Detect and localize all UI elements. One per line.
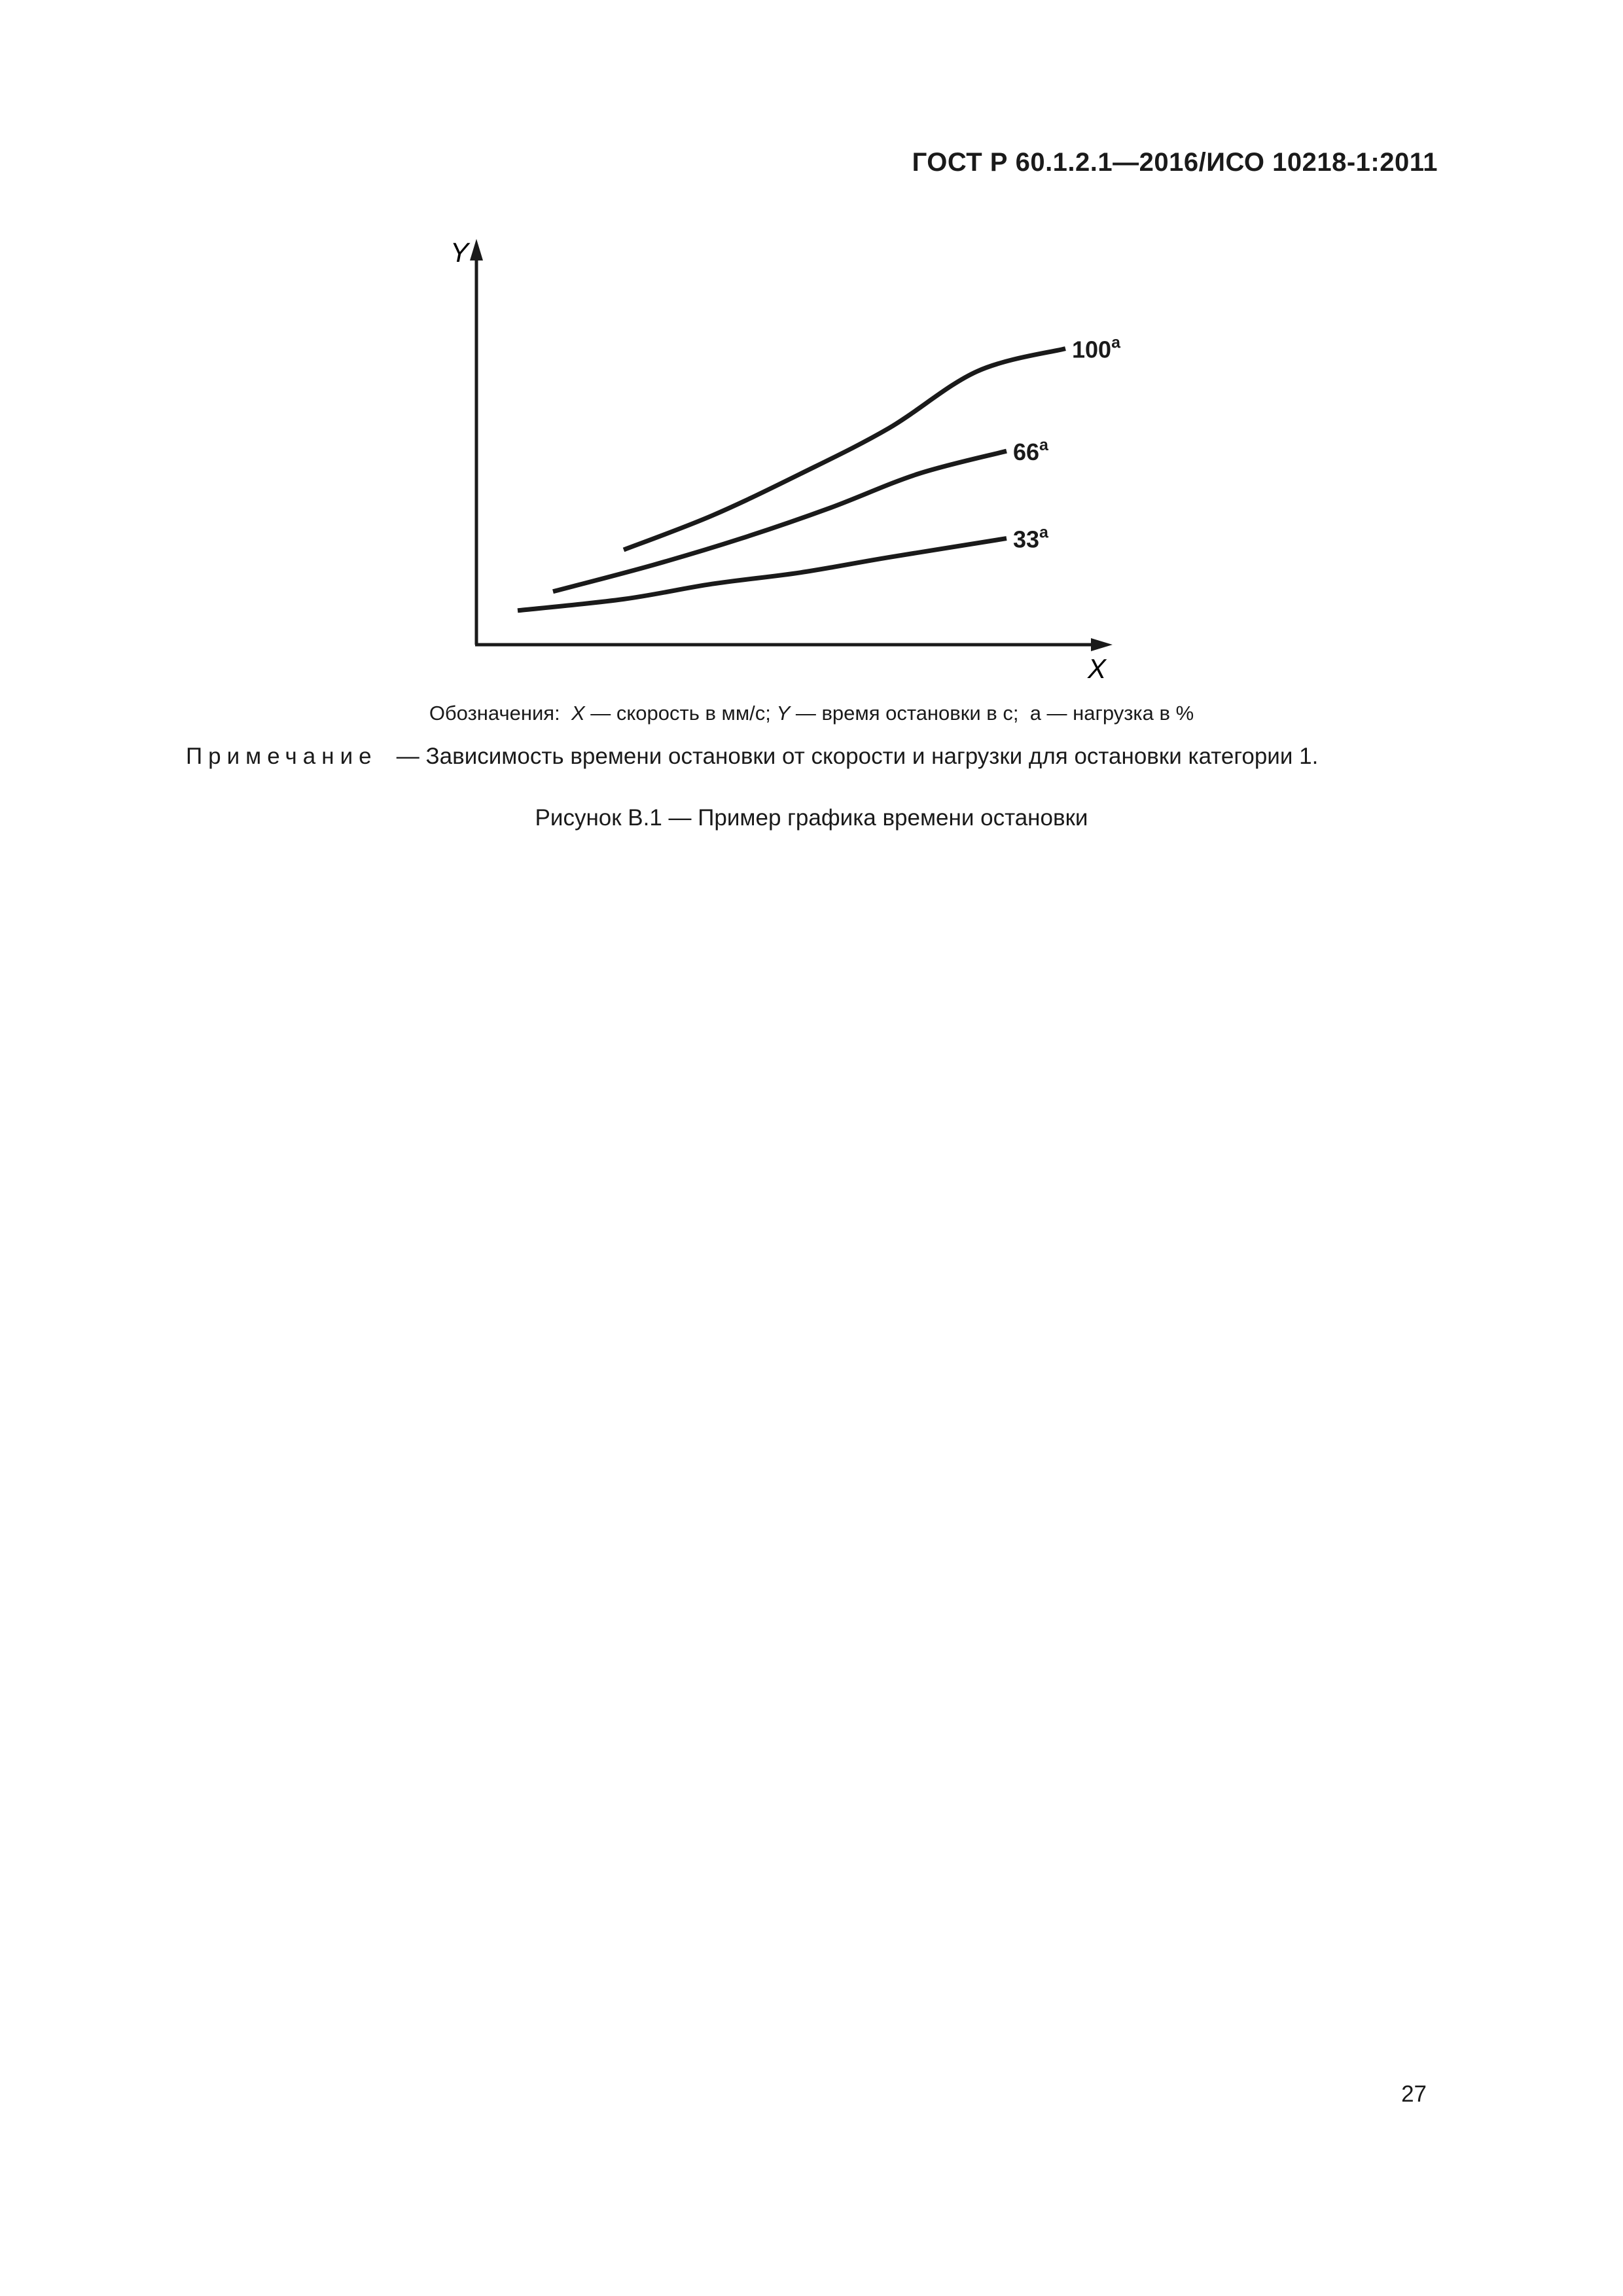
note-label: Примечание xyxy=(186,744,378,769)
legend-y-symbol: Y xyxy=(776,702,791,725)
y-axis-arrow xyxy=(470,239,483,260)
stop-time-chart xyxy=(0,0,1623,694)
curve-66 xyxy=(553,451,1007,592)
legend-x-description: — скорость в мм/с; xyxy=(590,702,771,725)
curve-33 xyxy=(518,539,1007,611)
figure-caption: Рисунок В.1 — Пример графика времени остановки xyxy=(535,805,1088,831)
note-text: — Зависимость времени остановки от скорости и нагрузки для остановки категории 1. xyxy=(396,744,1319,769)
curve-label-66: 66$^a$ xyxy=(1013,436,1048,466)
curve-label-100: 100$^a$ xyxy=(1072,333,1120,363)
y-axis-label: Y xyxy=(450,237,469,268)
legend-prefix: Обозначения: xyxy=(429,702,560,725)
chart-legend xyxy=(0,702,1623,725)
legend-x-symbol: X xyxy=(571,702,585,725)
x-axis-label: X xyxy=(1088,653,1107,684)
figure-note xyxy=(186,744,1318,770)
legend-y-description: — время остановки в с; xyxy=(795,702,1019,725)
legend-a-description: а — нагрузка в % xyxy=(1029,702,1194,725)
x-axis-arrow xyxy=(1091,638,1113,651)
curve-label-33: 33$^a$ xyxy=(1013,523,1048,553)
page-number: 27 xyxy=(1401,2081,1427,2107)
curve-100 xyxy=(624,349,1065,550)
chart-curves xyxy=(518,334,1121,611)
document-code-header: ГОСТ Р 60.1.2.1—2016/ИСО 10218-1:2011 xyxy=(912,148,1438,177)
